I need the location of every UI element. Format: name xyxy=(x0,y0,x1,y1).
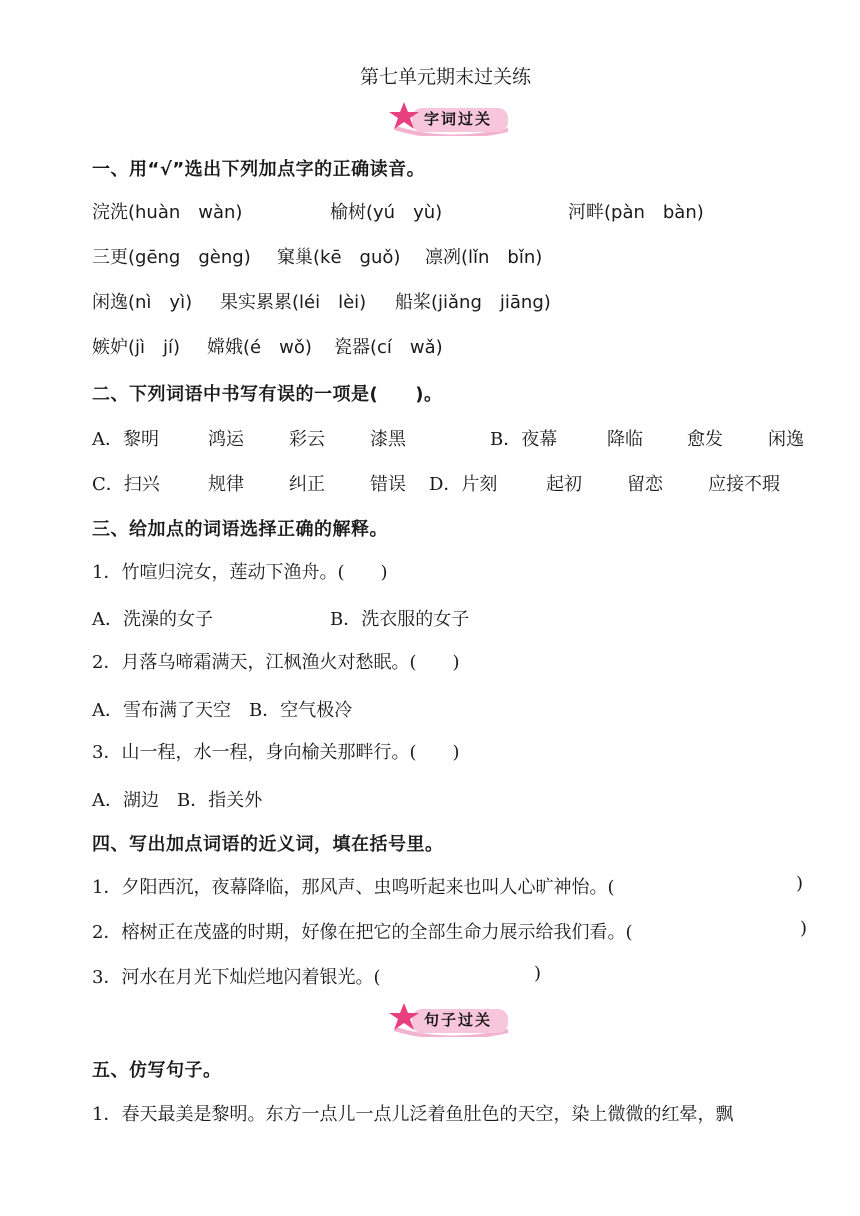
option-word: 鸿运 xyxy=(208,429,244,450)
pinyin-item: 榆树(yú yù) xyxy=(330,202,443,223)
section-3-heading: 三、给加点的词语选择正确的解释。 xyxy=(92,519,388,540)
question-text: 1．春天最美是黎明。东方一点儿一点儿泛着鱼肚色的天空，染上微微的红晕，飘 xyxy=(92,1104,734,1125)
option-word: 愈发 xyxy=(687,429,723,450)
question-text: 2．月落乌啼霜满天，江枫渔火对愁眠。( ) xyxy=(92,652,460,673)
question-text: 3．河水在月光下灿烂地闪着银光。( xyxy=(92,967,381,988)
answer-bracket-close: ) xyxy=(800,918,808,939)
pinyin-item: 河畔(pàn bàn) xyxy=(568,202,704,223)
badge-label: 字词过关 xyxy=(424,110,493,128)
section-5-heading: 五、仿写句子。 xyxy=(92,1060,222,1081)
section-1-heading: 一、用“√”选出下列加点字的正确读音。 xyxy=(92,159,426,180)
pinyin-item: 船桨(jiǎng jiāng) xyxy=(395,292,551,313)
pinyin-item: 窠巢(kē guǒ) xyxy=(277,247,401,268)
answer-option: A．雪布满了天空 B．空气极冷 xyxy=(92,700,353,721)
page-title: 第七单元期末过关练 xyxy=(360,66,532,88)
option-word: 错误 xyxy=(370,474,406,495)
section-badge-vocabulary xyxy=(388,102,510,136)
option-word: 纠正 xyxy=(289,474,325,495)
pinyin-item: 果实累累(léi lèi) xyxy=(220,292,367,313)
answer-option: B．洗衣服的女子 xyxy=(330,609,470,630)
option-word: 规律 xyxy=(208,474,244,495)
question-text: 1．夕阳西沉，夜幕降临，那风声、虫鸣听起来也叫人心旷神怡。( xyxy=(92,877,615,898)
pinyin-item: 嫦娥(é wǒ) xyxy=(207,337,312,358)
pinyin-item: 凛冽(lǐn bǐn) xyxy=(425,247,543,268)
option-word: 漆黑 xyxy=(370,429,406,450)
pinyin-item: 闲逸(nì yì) xyxy=(92,292,193,313)
question-text: 3．山一程，水一程，身向榆关那畔行。( ) xyxy=(92,742,460,763)
section-4-heading: 四、写出加点词语的近义词，填在括号里。 xyxy=(92,834,444,855)
option-word: A．黎明 xyxy=(92,429,159,450)
answer-option: A．湖边 B．指关外 xyxy=(92,790,263,811)
badge-label: 句子过关 xyxy=(424,1011,493,1029)
section-badge-sentences xyxy=(388,1003,510,1037)
option-word: D．片刻 xyxy=(429,474,498,495)
option-word: 应接不瑕 xyxy=(708,474,780,495)
question-text: 2．榕树正在茂盛的时期，好像在把它的全部生命力展示给我们看。( xyxy=(92,922,633,943)
section-2-heading: 二、下列词语中书写有误的一项是( )。 xyxy=(92,384,443,405)
pinyin-item: 浣洗(huàn wàn) xyxy=(92,202,243,223)
option-word: 起初 xyxy=(546,474,582,495)
option-word: B．夜幕 xyxy=(490,429,558,450)
pinyin-item: 嫉妒(jì jí) xyxy=(92,337,181,358)
option-word: 闲逸 xyxy=(768,429,804,450)
option-word: 降临 xyxy=(607,429,643,450)
pinyin-item: 三更(gēng gèng) xyxy=(92,247,251,268)
option-word: 彩云 xyxy=(289,429,325,450)
question-text: 1．竹喧归浣女，莲动下渔舟。( ) xyxy=(92,562,388,583)
option-word: C．扫兴 xyxy=(92,474,160,495)
answer-bracket-close: ) xyxy=(534,963,542,984)
option-word: 留恋 xyxy=(627,474,663,495)
answer-option: A．洗澡的女子 xyxy=(92,609,213,630)
pinyin-item: 瓷器(cí wǎ) xyxy=(334,337,443,358)
answer-bracket-close: ) xyxy=(796,873,804,894)
